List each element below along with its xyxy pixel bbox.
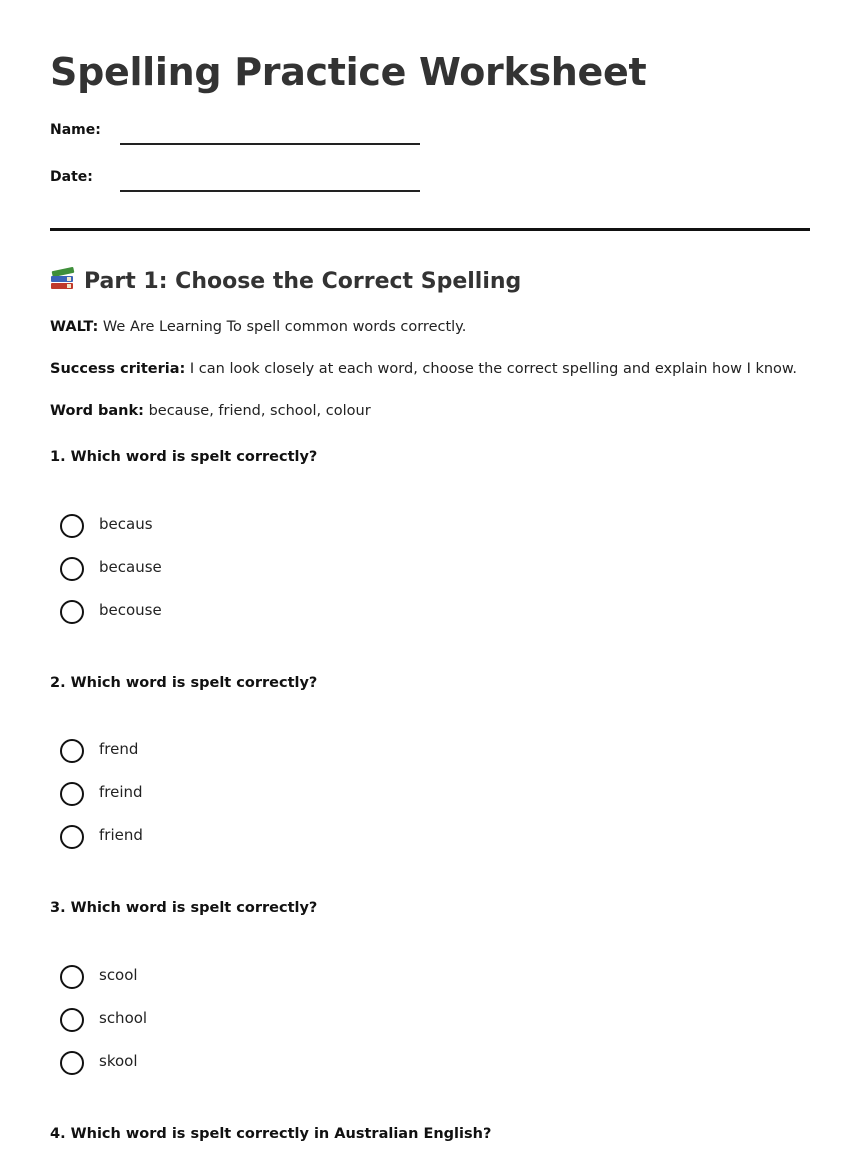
option-label: school — [99, 1009, 148, 1027]
name-label: Name: — [50, 122, 101, 138]
question-3-option-2[interactable] — [60, 1008, 360, 1034]
walt-text: We Are Learning To spell common words correctly. — [102, 319, 467, 335]
question-2-option-2[interactable] — [60, 782, 360, 808]
word-bank-line — [50, 403, 371, 419]
section-heading-text: Part 1: Choose the Correct Spelling — [84, 269, 522, 294]
question-2-title: 2. Which word is spelt correctly? — [50, 675, 318, 691]
question-3-option-1[interactable] — [60, 965, 360, 991]
option-label: becaus — [99, 515, 153, 533]
option-label: because — [99, 558, 162, 576]
radio-button[interactable] — [60, 514, 84, 538]
question-2-option-3[interactable] — [60, 825, 360, 851]
word-bank-text: because, friend, school, colour — [148, 403, 371, 419]
radio-button[interactable] — [60, 782, 84, 806]
name-field — [50, 122, 430, 146]
date-label: Date: — [50, 169, 93, 185]
walt-line — [50, 319, 466, 335]
name-input-line[interactable] — [120, 143, 420, 145]
radio-button[interactable] — [60, 557, 84, 581]
radio-button[interactable] — [60, 739, 84, 763]
date-field — [50, 169, 430, 193]
option-label: frend — [99, 740, 139, 758]
question-3-option-3[interactable] — [60, 1051, 360, 1077]
question-1-option-1[interactable] — [60, 514, 360, 540]
option-label: friend — [99, 826, 143, 844]
option-label: skool — [99, 1052, 138, 1070]
question-1-title: 1. Which word is spelt correctly? — [50, 449, 318, 465]
page-title: Spelling Practice Worksheet — [50, 50, 647, 94]
option-label: becouse — [99, 601, 162, 619]
radio-button[interactable] — [60, 825, 84, 849]
question-1-option-2[interactable] — [60, 557, 360, 583]
success-criteria-line — [50, 361, 797, 377]
section-heading-part1 — [50, 267, 521, 294]
word-bank-label: Word bank: — [50, 403, 144, 419]
books-icon — [50, 267, 76, 291]
question-4-title: 4. Which word is spelt correctly in Australian English? — [50, 1126, 492, 1142]
question-2-option-1[interactable] — [60, 739, 360, 765]
success-criteria-text: I can look closely at each word, choose the correct spelling and explain how I know. — [189, 361, 798, 377]
success-criteria-label: Success criteria: — [50, 361, 186, 377]
option-label: scool — [99, 966, 138, 984]
option-label: freind — [99, 783, 143, 801]
question-1-option-3[interactable] — [60, 600, 360, 626]
header-divider — [50, 228, 810, 231]
walt-label: WALT: — [50, 319, 99, 335]
radio-button[interactable] — [60, 1008, 84, 1032]
radio-button[interactable] — [60, 600, 84, 624]
radio-button[interactable] — [60, 1051, 84, 1075]
radio-button[interactable] — [60, 965, 84, 989]
date-input-line[interactable] — [120, 190, 420, 192]
question-3-title: 3. Which word is spelt correctly? — [50, 900, 318, 916]
